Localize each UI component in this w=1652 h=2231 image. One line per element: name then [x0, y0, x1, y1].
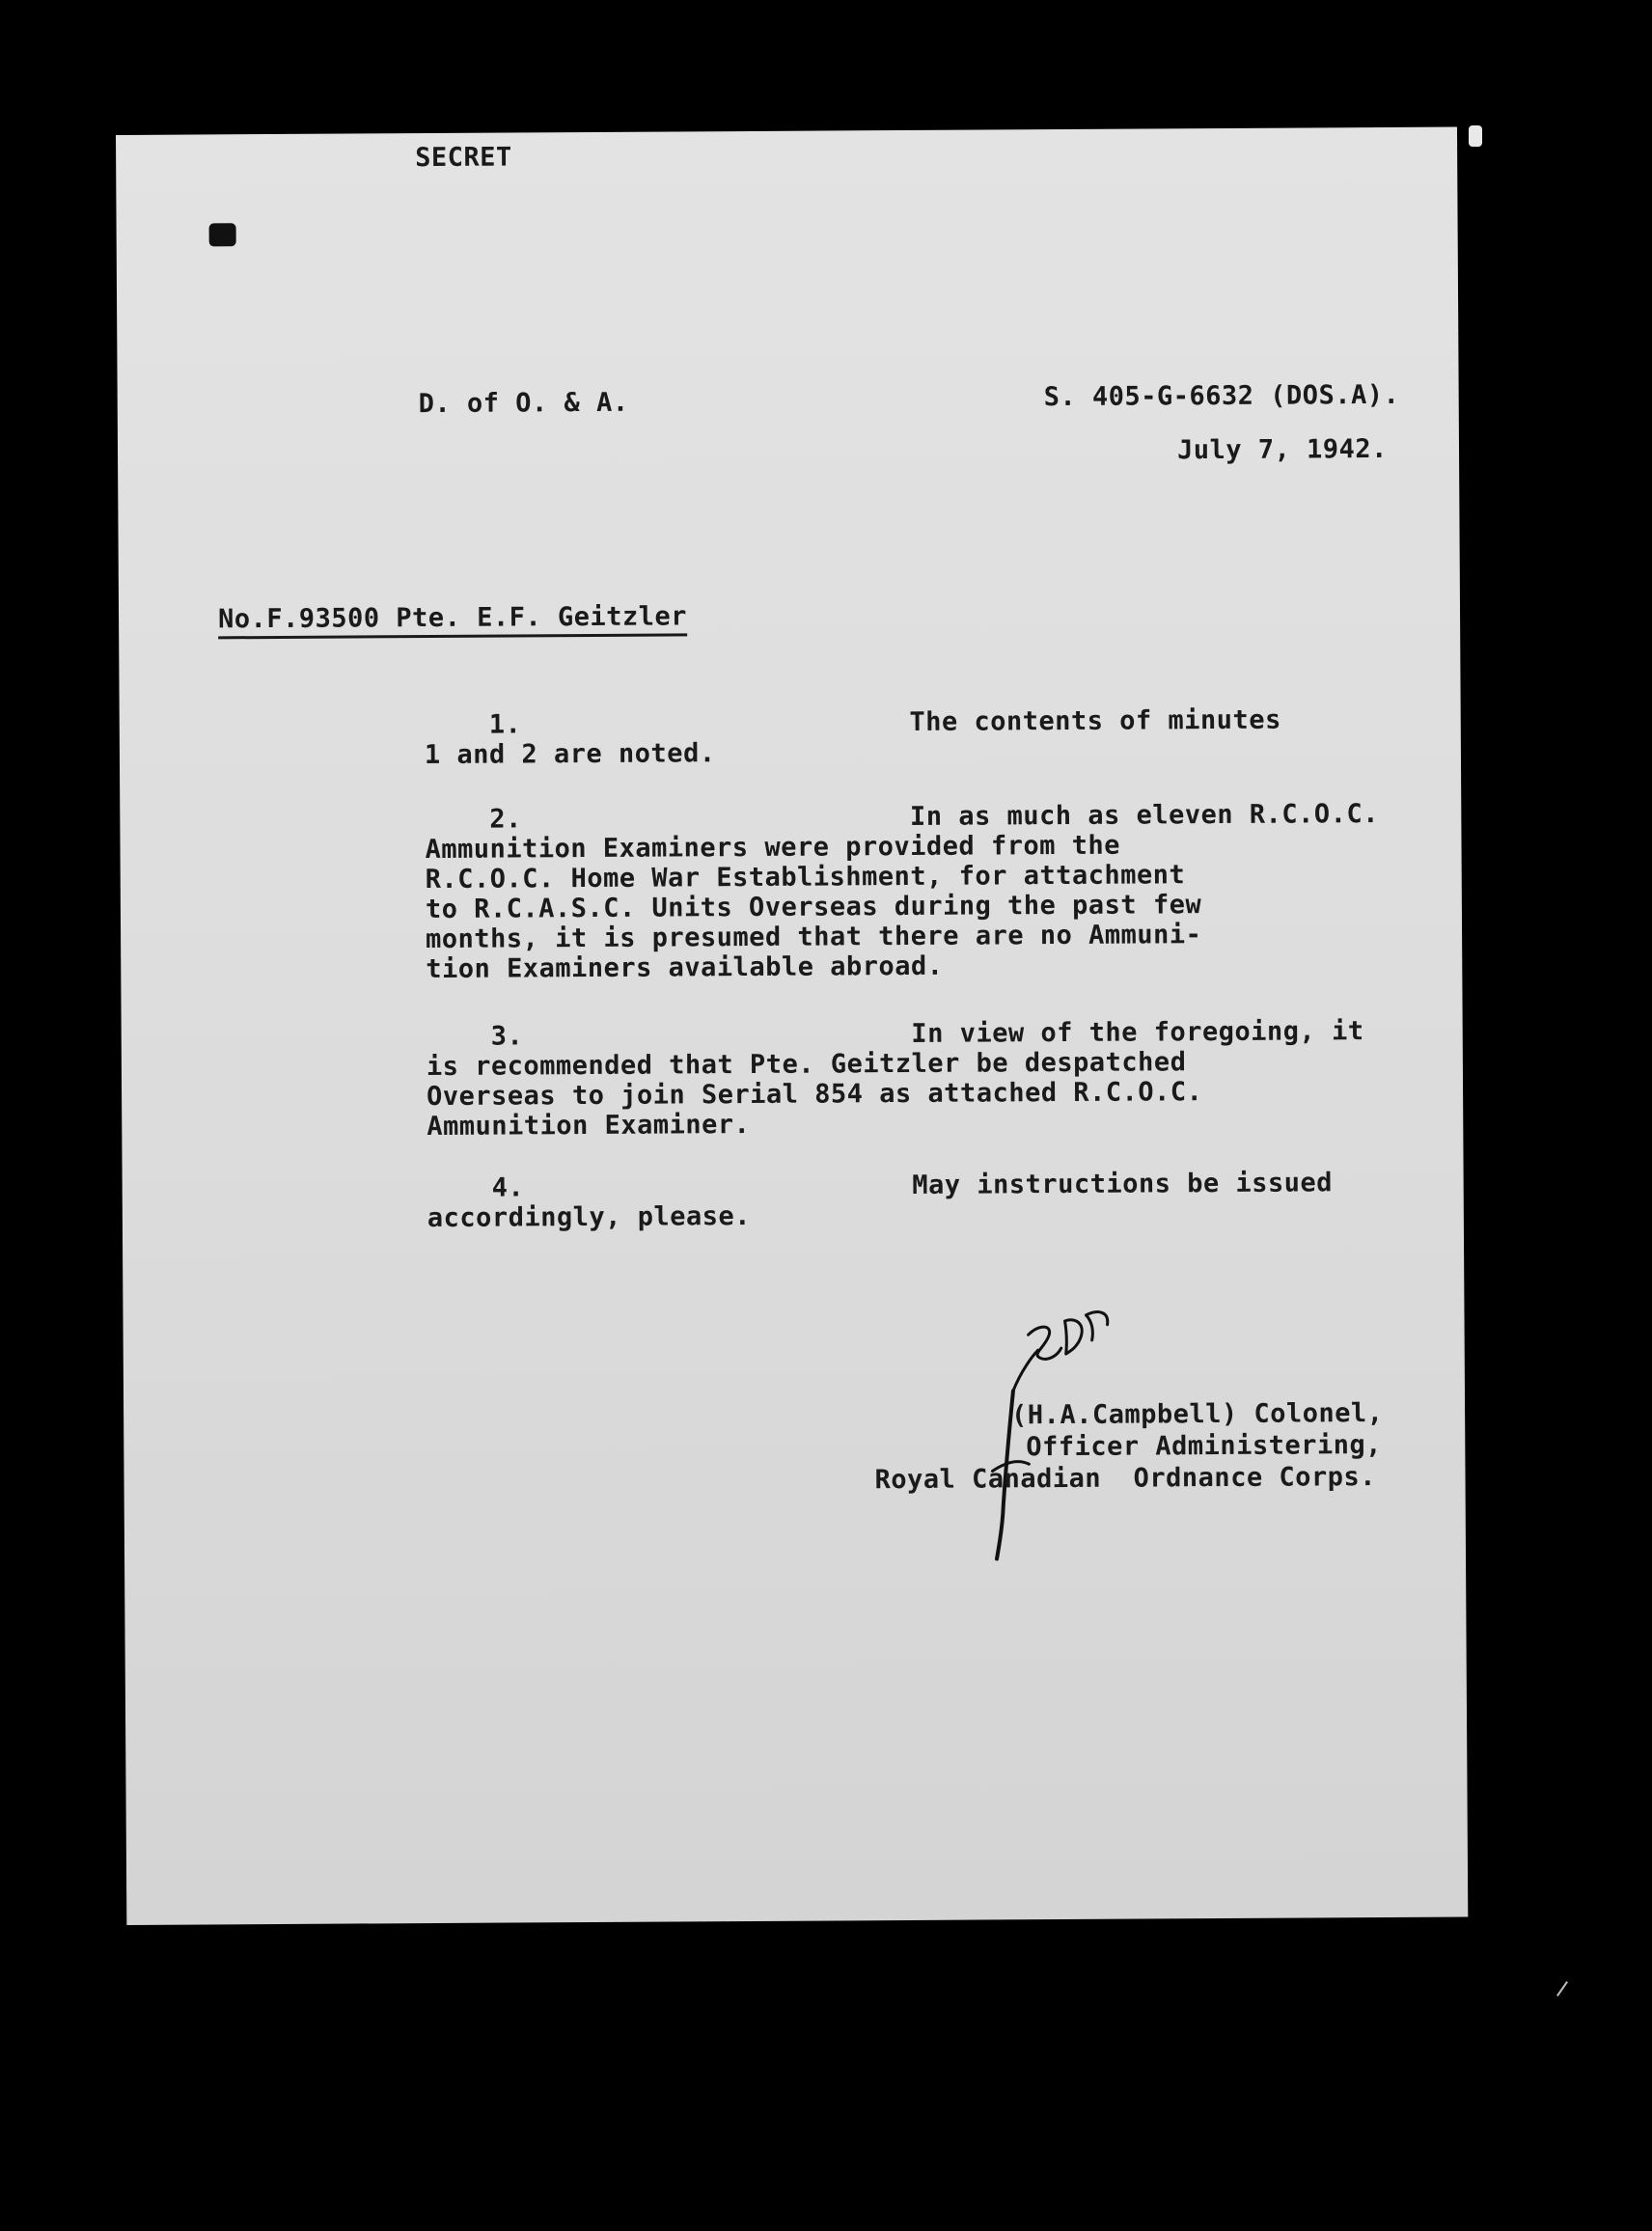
film-edge-mark [1469, 125, 1482, 147]
paragraph-text: May instructions be issued accordingly, please. [427, 1168, 1334, 1234]
subject-line: No.F.93500 Pte. E.F. Geitzler [218, 601, 687, 639]
film-scratch [1556, 1981, 1568, 1997]
document-date: July 7, 1942. [1176, 433, 1388, 466]
document-sheet [116, 127, 1468, 1925]
paragraph-4 [427, 1138, 1333, 1263]
signature-organization-line: Royal Canadian Ordnance Corps. [874, 1462, 1377, 1496]
reference-number: S. 405-G-6632 (DOS.A). [1043, 379, 1400, 413]
paragraph-number: 2. [489, 804, 522, 835]
paragraph-text: In as much as eleven R.C.O.C. Ammunition Examiners were provided from the R.C.O.C. Home War Establishment, for attachment to R.C.A.S.C. Units Overseas during the past few months, it is presumed that there are no Ammuni- tion Examiners available abroad. [425, 799, 1380, 985]
paragraph-text: In view of the foregoing, it is recommended that Pte. Geitzler be despatched Overseas to join Serial 854 as attached R.C.O.C. Ammunition Examiner. [426, 1016, 1364, 1143]
signature-title-line: Officer Administering, [1026, 1430, 1383, 1463]
signature-name-line: (H.A.Campbell) Colonel, [1011, 1398, 1384, 1431]
classification-label: SECRET [415, 142, 512, 174]
paragraph-text: The contents of minutes 1 and 2 are noted. [424, 704, 1281, 771]
paragraph-number: 1. [488, 709, 522, 740]
paragraph-number: 4. [491, 1172, 525, 1203]
from-line: D. of O. & A. [418, 387, 629, 420]
paragraph-number: 3. [490, 1021, 524, 1052]
paragraph-2 [425, 769, 1380, 1014]
punch-hole [209, 223, 236, 246]
